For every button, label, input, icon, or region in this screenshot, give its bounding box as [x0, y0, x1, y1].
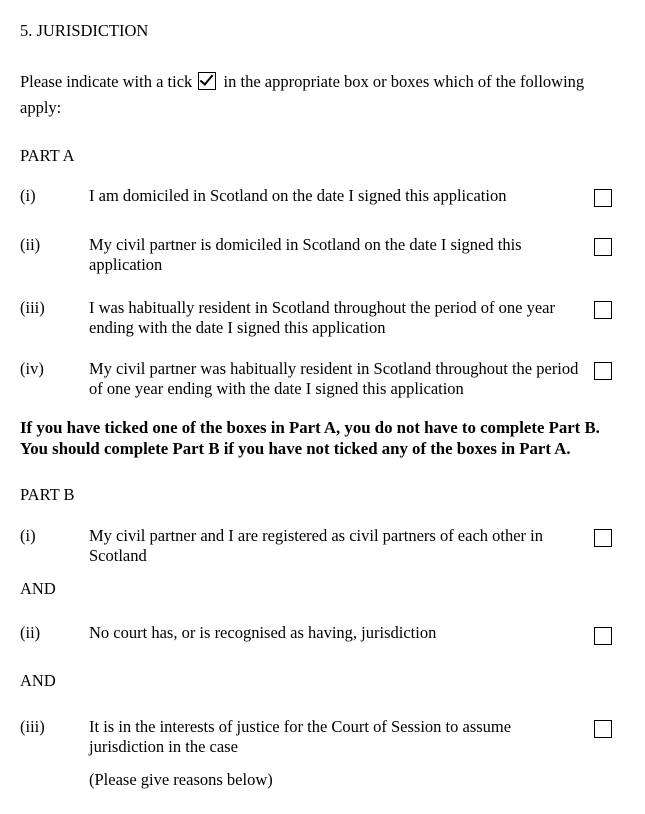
part-a-item-4-number: (iv) [20, 359, 44, 378]
part-a-item-2-number: (ii) [20, 235, 41, 254]
instruction-before-tick: Please indicate with a tick [20, 72, 193, 91]
section-title: 5. JURISDICTION [20, 21, 149, 40]
instruction-line [20, 72, 584, 92]
part-b-label: PART B [20, 485, 75, 504]
part-a-item-3-checkbox[interactable] [594, 301, 612, 319]
part-b-instruction-line-1: If you have ticked one of the boxes in Part A, you do not have to complete Part B. [20, 418, 600, 437]
part-b-item-2-checkbox[interactable] [594, 627, 612, 645]
part-b-item-3-checkbox[interactable] [594, 720, 612, 738]
and-label-1: AND [20, 579, 56, 598]
part-a-label: PART A [20, 146, 75, 165]
part-a-item-1-checkbox[interactable] [594, 189, 612, 207]
part-b-instruction-line-2: You should complete Part B if you have not ticked any of the boxes in Part A. [20, 439, 571, 458]
instruction-after-tick: in the appropriate box or boxes which of the following [223, 72, 585, 91]
part-a-item-2-checkbox[interactable] [594, 238, 612, 256]
reasons-note: (Please give reasons below) [89, 770, 273, 789]
part-a-item-2-text: My civil partner is domiciled in Scotland on the date I signed this application [89, 235, 522, 274]
tick-example-icon [198, 72, 216, 90]
part-b-item-1-text: My civil partner and I are registered as civil partners of each other in Scotland [89, 526, 544, 565]
part-a-item-4-text: My civil partner was habitually resident in Scotland throughout the period of one year ending with the date I signed this application [89, 359, 579, 398]
part-b-item-3-text: It is in the interests of justice for the Court of Session to assume jurisdiction in the case [89, 717, 512, 756]
part-a-item-3-number: (iii) [20, 298, 45, 317]
part-b-item-2-text: No court has, or is recognised as having, jurisdiction [89, 623, 437, 642]
part-b-item-2-number: (ii) [20, 623, 41, 642]
part-a-item-1-number: (i) [20, 186, 36, 205]
part-a-item-3-text: I was habitually resident in Scotland throughout the period of one year ending with the date I signed this application [89, 298, 556, 337]
part-b-item-3-number: (iii) [20, 717, 45, 736]
part-b-item-1-checkbox[interactable] [594, 529, 612, 547]
part-b-item-1-number: (i) [20, 526, 36, 545]
part-a-item-1-text: I am domiciled in Scotland on the date I signed this application [89, 186, 507, 205]
instruction-line-2: apply: [20, 98, 62, 117]
and-label-2: AND [20, 671, 56, 690]
part-a-item-4-checkbox[interactable] [594, 362, 612, 380]
